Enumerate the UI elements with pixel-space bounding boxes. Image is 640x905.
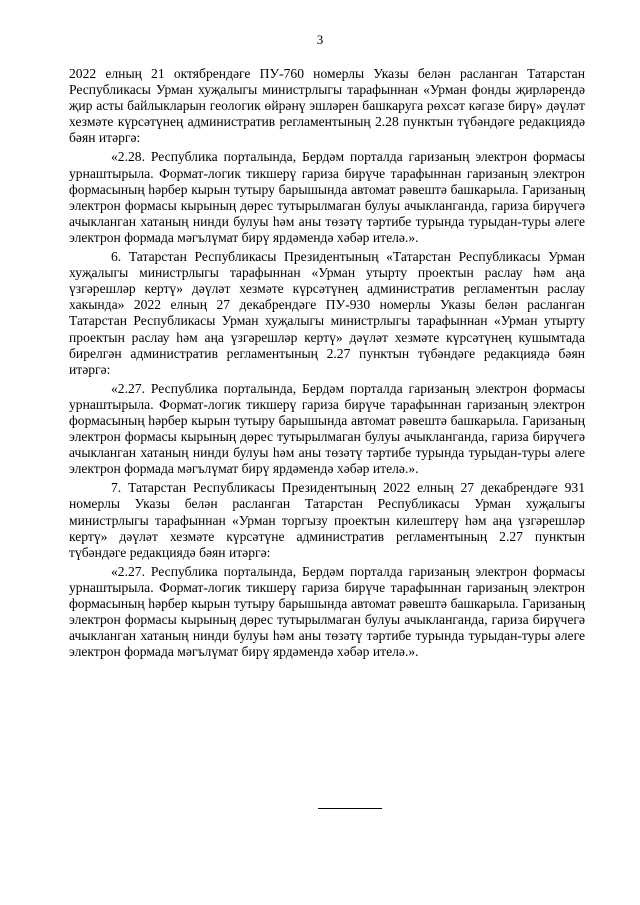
paragraph-item-6: 6. Татарстан Республикасы Президентының «Татарстан Республикасы Урман хуҗалыгы министрлыгы тарафыннан «Урман утырту проектын раслау һәм аңа үзгәрешләр кертү» дәүләт хезмәте күрсәтүнең административ регламентын раслау хакында» 2022 елның 27 декабрендәге ПУ-930 номерлы Указы белән расланган Татарстан Республикасы Урман хуҗалыгы министрлыгы тарафыннан «Урман утырту проектын раслау һәм аңа үзгәрешләр кертү» дәүләт хезмәте күрсәтүнең кушымтада бирелгән административ регламентының 2.27 пунктын түбәндәге редакциядә бәян итәргә: — [69, 249, 585, 377]
paragraph-clause-2-28: «2.28. Республика порталында, Бердәм порталда гаризаның электрон формасы урнаштырыла. Формат-логик тикшерү гариза бирүче тарафыннан гаризаның электрон формасының һәрбер кырын тутыру барышында автомат рәвештә башкарыла. Гаризаның электрон формасы кырының дөрес тутырылмаган булуы ачыкланганда, гариза бирүчегә ачыкланган хатаның нинди булуы һәм аны төзәтү тәртибе турында турыдан-туры әлеге электрон формада мәгълүмат бирү ярдәмендә хәбәр ителә.». — [69, 149, 585, 245]
document-body — [69, 66, 585, 660]
paragraph-continuation: 2022 елның 21 октябрендәге ПУ-760 номерлы Указы белән расланган Татарстан Республикасы Урман хуҗалыгы министрлыгы тарафыннан «Урман фонды җирләрендә җир асты байлыкларын геологик өйрәнү эшләрен башкаруга рөхсәт кәгазе бирү» дәүләт хезмәте күрсәтүнең административ регламентының 2.28 пунктын түбәндәге редакциядә бәян итәргә: — [69, 66, 585, 146]
page-number: 3 — [316, 32, 324, 47]
paragraph-clause-2-27-first: «2.27. Республика порталында, Бердәм порталда гаризаның электрон формасы урнаштырыла. Формат-логик тикшерү гариза бирүче тарафыннан гаризаның электрон формасының һәрбер кырын тутыру барышында автомат рәвештә башкарыла. Гаризаның электрон формасы кырының дөрес тутырылмаган булуы ачыкланганда, гариза бирүчегә ачыкланган хатаның нинди булуы һәм аны төзәтү тәртибе турында турыдан-туры әлеге электрон формада мәгълүмат бирү ярдәмендә хәбәр ителә.». — [69, 380, 585, 477]
paragraph-clause-2-27-second: «2.27. Республика порталында, Бердәм порталда гаризаның электрон формасы урнаштырыла. Формат-логик тикшерү гариза бирүче тарафыннан гаризаның электрон формасының һәрбер кырын тутыру барышында автомат рәвештә башкарыла. Гаризаның электрон формасы кырының дөрес тутырылмаган булуы ачыкланганда, гариза бирүчегә ачыкланган хатаның нинди булуы һәм аны төзәтү тәртибе турында турыдан-туры әлеге электрон формада мәгълүмат бирү ярдәмендә хәбәр ителә.». — [69, 563, 585, 660]
paragraph-item-7: 7. Татарстан Республикасы Президентының 2022 елның 27 декабрендәге 931 номерлы Указы белән расланган Татарстан Республикасы Урман хуҗалыгы министрлыгы тарафыннан «Урман торгызу проектын килештерү һәм аңа үзгәрешләр кертү» дәүләт хезмәте күрсәтүне административ регламентының 2.27 пунктын түбәндәге редакциядә бәян итәргә: — [69, 480, 585, 560]
end-separator-line — [318, 808, 382, 809]
